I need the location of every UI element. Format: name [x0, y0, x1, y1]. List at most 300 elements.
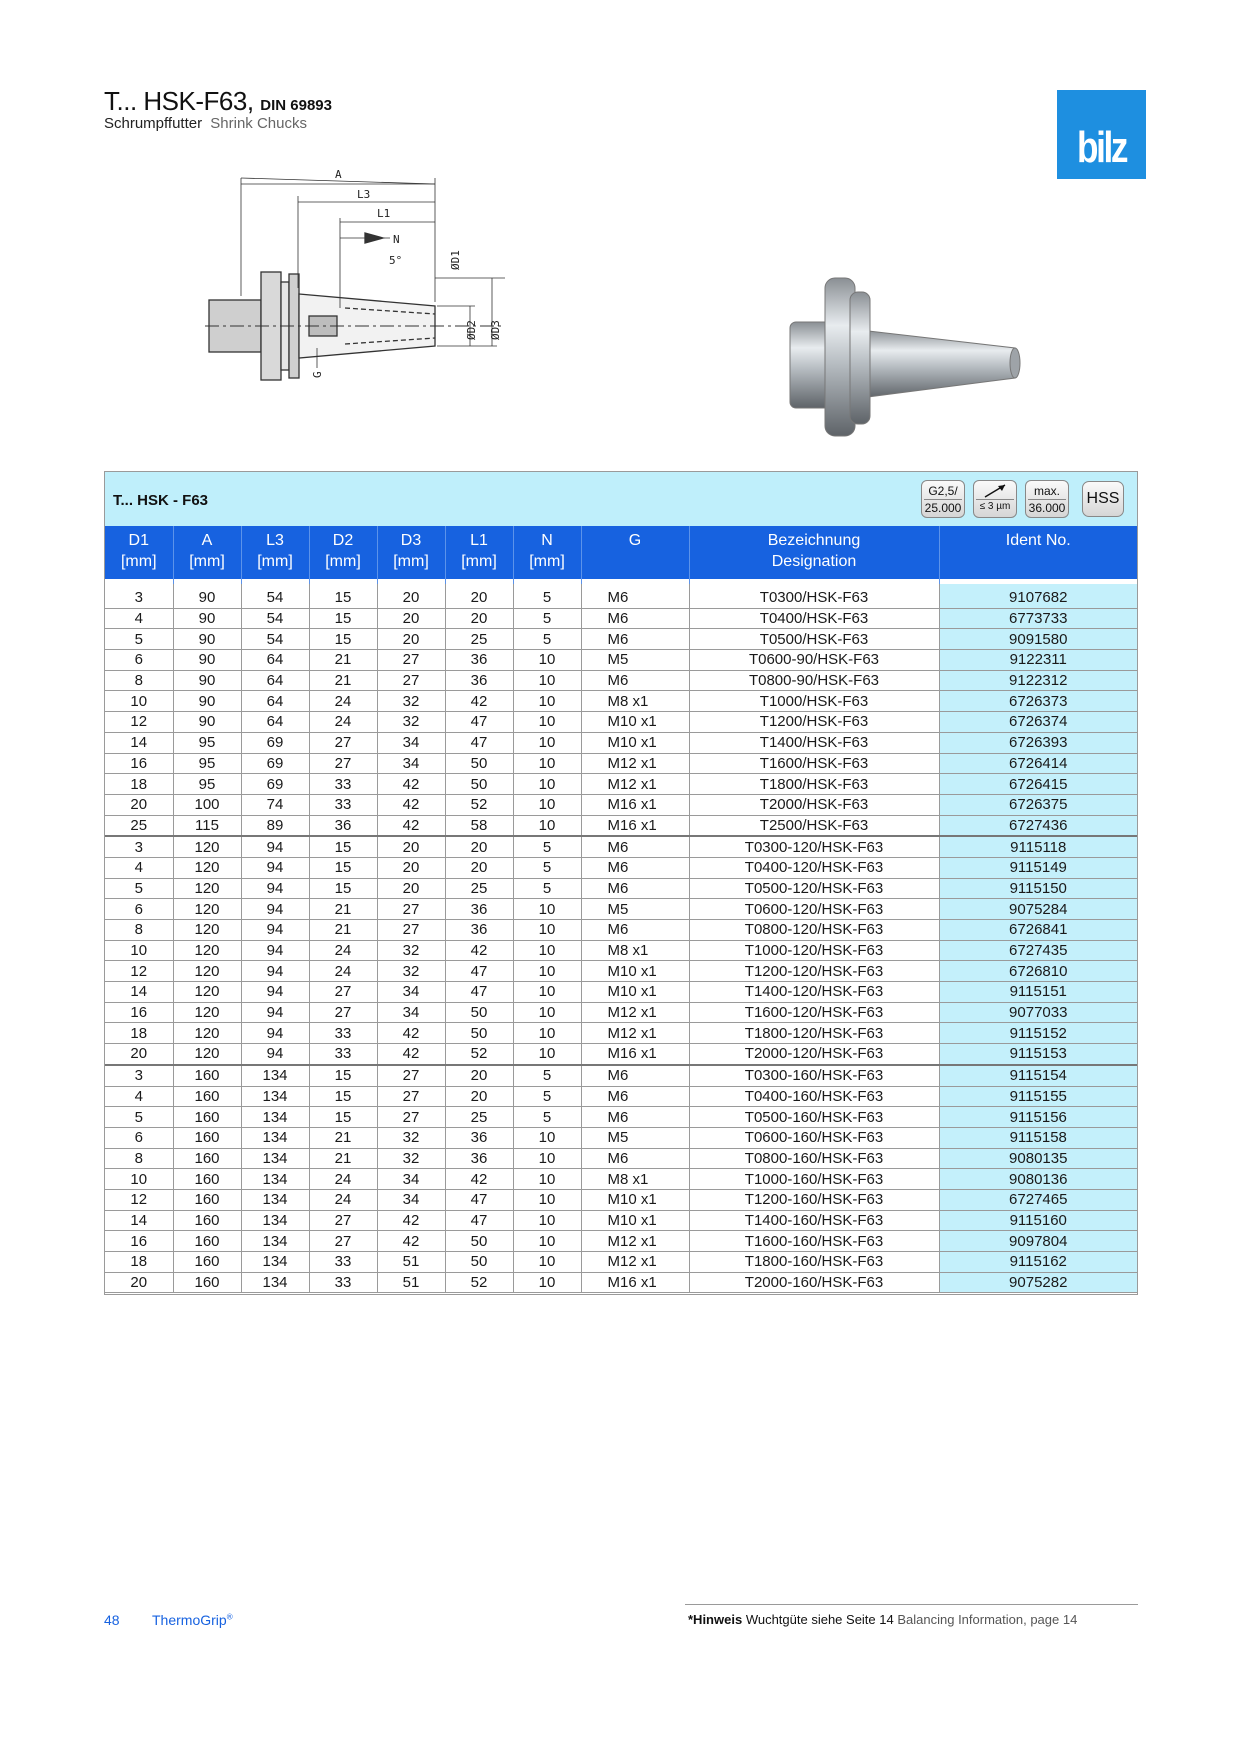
table-cell: 34 — [377, 1169, 445, 1190]
table-cell: 9107682 — [939, 584, 1137, 608]
column-header-label: Ident No. — [1005, 532, 1071, 549]
table-cell: 33 — [309, 1044, 377, 1065]
table-cell: 21 — [309, 670, 377, 691]
footer-rule — [685, 1604, 1138, 1605]
table-cell: M16 x1 — [581, 1272, 689, 1293]
column-header — [173, 526, 241, 584]
table-cell: 120 — [173, 1044, 241, 1065]
table-cell: 34 — [377, 1189, 445, 1210]
table-cell: 10 — [513, 650, 581, 671]
table-cell: 160 — [173, 1065, 241, 1086]
dim-label-g: G — [311, 371, 324, 378]
table-cell: 20 — [445, 1065, 513, 1086]
table-cell: 42 — [445, 691, 513, 712]
data-table — [105, 526, 1137, 1293]
table-cell: 5 — [513, 1086, 581, 1107]
table-cell: 33 — [309, 1023, 377, 1044]
table-row — [105, 836, 1137, 857]
table-cell: 94 — [241, 920, 309, 941]
column-header — [581, 526, 689, 584]
table-cell: 36 — [445, 920, 513, 941]
table-cell: 54 — [241, 608, 309, 629]
table-cell: M10 x1 — [581, 982, 689, 1003]
table-cell: 33 — [309, 1272, 377, 1293]
table-cell: 10 — [513, 815, 581, 836]
table-row — [105, 691, 1137, 712]
balance-grade-bottom: 25.000 — [924, 501, 962, 515]
table-cell: 6727465 — [939, 1189, 1137, 1210]
table-cell: 8 — [105, 1148, 173, 1169]
table-cell: T0600-90/HSK-F63 — [689, 650, 939, 671]
table-cell: 10 — [513, 1210, 581, 1231]
table-cell: T0400/HSK-F63 — [689, 608, 939, 629]
table-cell: 6773733 — [939, 608, 1137, 629]
table-cell: 94 — [241, 857, 309, 878]
bilz-logo — [1057, 90, 1146, 179]
table-cell: 5 — [513, 629, 581, 650]
table-row — [105, 982, 1137, 1003]
table-cell: M12 x1 — [581, 753, 689, 774]
table-cell: 27 — [377, 1107, 445, 1128]
table-cell: T0500-120/HSK-F63 — [689, 878, 939, 899]
table-cell: 14 — [105, 732, 173, 753]
table-row — [105, 878, 1137, 899]
table-cell: 50 — [445, 1252, 513, 1273]
table-cell: 9080135 — [939, 1148, 1137, 1169]
table-cell: 10 — [513, 899, 581, 920]
table-cell: 9075284 — [939, 899, 1137, 920]
table-cell: 27 — [309, 732, 377, 753]
table-cell: 90 — [173, 650, 241, 671]
table-cell: 160 — [173, 1252, 241, 1273]
table-cell: M6 — [581, 584, 689, 608]
dim-label-d2: ØD2 — [465, 320, 478, 340]
table-row — [105, 899, 1137, 920]
table-cell: 51 — [377, 1272, 445, 1293]
table-cell: 69 — [241, 774, 309, 795]
table-cell: 47 — [445, 712, 513, 733]
table-cell: 10 — [105, 940, 173, 961]
table-cell: 10 — [513, 1023, 581, 1044]
table-cell: 94 — [241, 899, 309, 920]
table-cell: M6 — [581, 857, 689, 878]
table-cell: 160 — [173, 1210, 241, 1231]
table-cell: 32 — [377, 1127, 445, 1148]
table-cell: M6 — [581, 836, 689, 857]
table-cell: 10 — [513, 1169, 581, 1190]
table-row — [105, 815, 1137, 836]
table-cell: 134 — [241, 1065, 309, 1086]
column-header — [939, 526, 1137, 584]
table-cell: 64 — [241, 670, 309, 691]
table-cell: 9115153 — [939, 1044, 1137, 1065]
table-cell: 32 — [377, 961, 445, 982]
table-cell: 12 — [105, 961, 173, 982]
column-header — [513, 526, 581, 584]
table-cell: 10 — [513, 774, 581, 795]
table-cell: 120 — [173, 836, 241, 857]
footnote — [688, 1612, 1077, 1627]
column-header — [689, 526, 939, 584]
table-cell: 27 — [377, 670, 445, 691]
table-cell: 5 — [105, 1107, 173, 1128]
column-header — [309, 526, 377, 584]
table-cell: 10 — [513, 691, 581, 712]
table-cell: 51 — [377, 1252, 445, 1273]
table-cell: T0300-120/HSK-F63 — [689, 836, 939, 857]
din-standard: DIN 69893 — [260, 97, 332, 114]
table-cell: 20 — [445, 584, 513, 608]
table-cell: 10 — [513, 794, 581, 815]
table-cell: 27 — [309, 1231, 377, 1252]
table-cell: 15 — [309, 608, 377, 629]
table-cell: 54 — [241, 629, 309, 650]
table-cell: 50 — [445, 774, 513, 795]
table-cell: T0800-120/HSK-F63 — [689, 920, 939, 941]
table-cell: T1800/HSK-F63 — [689, 774, 939, 795]
table-row — [105, 1169, 1137, 1190]
table-cell: 9115162 — [939, 1252, 1137, 1273]
table-cell: 20 — [377, 836, 445, 857]
table-cell: 58 — [445, 815, 513, 836]
column-header-unit: [mm] — [461, 553, 497, 570]
table-cell: 10 — [513, 961, 581, 982]
table-cell: 69 — [241, 753, 309, 774]
runout-value: ≤ 3 µm — [976, 499, 1014, 514]
technical-drawing — [205, 168, 585, 440]
table-cell: 27 — [309, 982, 377, 1003]
runout-badge — [973, 480, 1017, 518]
table-cell: 5 — [513, 584, 581, 608]
column-header-label: D3 — [400, 532, 422, 549]
table-header-row — [105, 526, 1137, 584]
page-title — [104, 86, 332, 117]
table-cell: 4 — [105, 1086, 173, 1107]
table-cell: 95 — [173, 753, 241, 774]
dim-label-d3: ØD3 — [489, 320, 502, 340]
table-cell: 6726841 — [939, 920, 1137, 941]
table-cell: 50 — [445, 1231, 513, 1252]
table-row — [105, 712, 1137, 733]
table-row — [105, 1107, 1137, 1128]
table-cell: 10 — [513, 732, 581, 753]
footnote-de: Wuchtgüte siehe Seite 14 — [745, 1612, 894, 1627]
table-cell: 5 — [513, 878, 581, 899]
table-row — [105, 1189, 1137, 1210]
table-cell: 9091580 — [939, 629, 1137, 650]
table-cell: 47 — [445, 1210, 513, 1231]
dim-label-l3: L3 — [357, 188, 371, 201]
table-cell: 120 — [173, 982, 241, 1003]
max-speed-top: max. — [1033, 484, 1060, 498]
column-header-unit: [mm] — [257, 553, 293, 570]
table-cell: M6 — [581, 670, 689, 691]
column-header-label: D1 — [128, 532, 149, 549]
runout-gauge-icon — [979, 483, 1011, 499]
table-cell: 5 — [513, 836, 581, 857]
table-cell: 34 — [377, 732, 445, 753]
brand-name — [152, 1612, 233, 1628]
table-cell: 16 — [105, 1231, 173, 1252]
table-cell: T2000-160/HSK-F63 — [689, 1272, 939, 1293]
table-cell: 20 — [445, 1086, 513, 1107]
table-cell: 74 — [241, 794, 309, 815]
table-cell: 15 — [309, 1065, 377, 1086]
table-cell: 20 — [377, 584, 445, 608]
table-cell: 134 — [241, 1231, 309, 1252]
table-cell: 47 — [445, 1189, 513, 1210]
dim-label-d1: ØD1 — [449, 250, 462, 270]
table-row — [105, 940, 1137, 961]
logo-text: bilz — [1076, 123, 1127, 172]
table-cell: 10 — [513, 670, 581, 691]
table-cell: T1800-160/HSK-F63 — [689, 1252, 939, 1273]
table-cell: 20 — [377, 629, 445, 650]
table-cell: T1000-160/HSK-F63 — [689, 1169, 939, 1190]
table-cell: T2000-120/HSK-F63 — [689, 1044, 939, 1065]
table-row — [105, 1065, 1137, 1086]
table-cell: 10 — [513, 1272, 581, 1293]
table-cell: 6727435 — [939, 940, 1137, 961]
table-row — [105, 1023, 1137, 1044]
table-cell: 4 — [105, 608, 173, 629]
table-cell: 36 — [445, 899, 513, 920]
table-cell: 9115150 — [939, 878, 1137, 899]
column-header — [445, 526, 513, 584]
brand-text: ThermoGrip — [152, 1612, 227, 1628]
table-cell: 42 — [377, 1044, 445, 1065]
table-cell: M6 — [581, 608, 689, 629]
table-cell: 20 — [377, 878, 445, 899]
table-cell: 134 — [241, 1086, 309, 1107]
table-row — [105, 584, 1137, 608]
table-cell: M12 x1 — [581, 1231, 689, 1252]
table-cell: 21 — [309, 1127, 377, 1148]
table-cell: 32 — [377, 940, 445, 961]
hss-badge: HSS — [1082, 481, 1124, 517]
column-header-unit: [mm] — [189, 553, 225, 570]
table-cell: 120 — [173, 1002, 241, 1023]
table-cell: 34 — [377, 1002, 445, 1023]
table-cell: 9077033 — [939, 1002, 1137, 1023]
column-header-label: L3 — [266, 532, 284, 549]
table-cell: 134 — [241, 1148, 309, 1169]
column-header-label: G — [628, 532, 642, 549]
table-cell: 120 — [173, 1023, 241, 1044]
table-row — [105, 608, 1137, 629]
table-cell: 15 — [309, 584, 377, 608]
table-cell: 8 — [105, 670, 173, 691]
column-header-label: Bezeichnung — [767, 532, 861, 549]
table-cell: T0300-160/HSK-F63 — [689, 1065, 939, 1086]
table-cell: 50 — [445, 1023, 513, 1044]
table-cell: M10 x1 — [581, 712, 689, 733]
column-header-unit: [mm] — [325, 553, 361, 570]
table-cell: 160 — [173, 1086, 241, 1107]
table-cell: T1000-120/HSK-F63 — [689, 940, 939, 961]
table-cell: 9122312 — [939, 670, 1137, 691]
table-cell: 134 — [241, 1272, 309, 1293]
table-cell: 18 — [105, 1252, 173, 1273]
table-cell: 5 — [105, 629, 173, 650]
dim-label-a: A — [335, 168, 342, 181]
table-cell: 34 — [377, 982, 445, 1003]
table-cell: 69 — [241, 732, 309, 753]
table-cell: 27 — [377, 920, 445, 941]
table-cell: 94 — [241, 940, 309, 961]
table-cell: 50 — [445, 753, 513, 774]
table-band — [105, 472, 1137, 526]
table-cell: 24 — [309, 940, 377, 961]
table-cell: 10 — [513, 712, 581, 733]
table-cell: 95 — [173, 732, 241, 753]
table-cell: 160 — [173, 1127, 241, 1148]
table-cell: 115 — [173, 815, 241, 836]
table-cell: M16 x1 — [581, 1044, 689, 1065]
table-cell: 120 — [173, 899, 241, 920]
table-cell: 20 — [445, 836, 513, 857]
table-cell: M6 — [581, 1065, 689, 1086]
table-cell: 27 — [309, 753, 377, 774]
table-cell: 42 — [445, 1169, 513, 1190]
table-cell: T0800-90/HSK-F63 — [689, 670, 939, 691]
table-cell: 10 — [513, 1002, 581, 1023]
table-cell: T0400-120/HSK-F63 — [689, 857, 939, 878]
table-cell: 47 — [445, 732, 513, 753]
table-cell: 94 — [241, 1044, 309, 1065]
product-photo — [740, 270, 1038, 440]
table-cell: 5 — [513, 857, 581, 878]
table-cell: T0500/HSK-F63 — [689, 629, 939, 650]
table-cell: 120 — [173, 857, 241, 878]
table-row — [105, 1127, 1137, 1148]
table-cell: M6 — [581, 920, 689, 941]
table-cell: 36 — [445, 670, 513, 691]
table-cell: 10 — [513, 1231, 581, 1252]
table-cell: 27 — [309, 1210, 377, 1231]
table-cell: 120 — [173, 920, 241, 941]
table-cell: 90 — [173, 608, 241, 629]
table-cell: M8 x1 — [581, 1169, 689, 1190]
table-cell: 134 — [241, 1210, 309, 1231]
table-cell: 95 — [173, 774, 241, 795]
table-row — [105, 1231, 1137, 1252]
table-cell: 10 — [513, 982, 581, 1003]
table-cell: 160 — [173, 1272, 241, 1293]
table-cell: 33 — [309, 1252, 377, 1273]
table-cell: 6726415 — [939, 774, 1137, 795]
table-cell: 50 — [445, 1002, 513, 1023]
table-cell: T1400-120/HSK-F63 — [689, 982, 939, 1003]
table-cell: 33 — [309, 794, 377, 815]
table-cell: 15 — [309, 878, 377, 899]
table-cell: 10 — [513, 753, 581, 774]
table-cell: 64 — [241, 712, 309, 733]
table-row — [105, 670, 1137, 691]
column-header — [105, 526, 173, 584]
table-cell: T1600/HSK-F63 — [689, 753, 939, 774]
table-cell: M6 — [581, 1086, 689, 1107]
table-cell: 20 — [377, 857, 445, 878]
table-cell: 20 — [105, 794, 173, 815]
table-cell: T1200-120/HSK-F63 — [689, 961, 939, 982]
table-cell: 52 — [445, 1044, 513, 1065]
table-cell: 8 — [105, 920, 173, 941]
table-cell: 5 — [513, 1107, 581, 1128]
table-cell: 10 — [105, 691, 173, 712]
page-number: 48 — [104, 1612, 120, 1628]
table-cell: 90 — [173, 691, 241, 712]
table-cell: M5 — [581, 1127, 689, 1148]
table-cell: 94 — [241, 1023, 309, 1044]
table-cell: 27 — [377, 650, 445, 671]
table-cell: M5 — [581, 650, 689, 671]
table-cell: 15 — [309, 857, 377, 878]
column-header-unit: Designation — [771, 553, 857, 570]
table-cell: 24 — [309, 1189, 377, 1210]
table-cell: 10 — [513, 1148, 581, 1169]
subtitle-de: Schrumpffutter — [104, 115, 203, 132]
table-cell: 20 — [105, 1272, 173, 1293]
table-cell: 20 — [377, 608, 445, 629]
table-cell: 134 — [241, 1127, 309, 1148]
table-cell: 94 — [241, 961, 309, 982]
table-cell: 21 — [309, 920, 377, 941]
table-cell: 52 — [445, 794, 513, 815]
table-row — [105, 1044, 1137, 1065]
table-row — [105, 1086, 1137, 1107]
table-band-label: T... HSK - F63 — [113, 492, 209, 509]
table-cell: 5 — [513, 1065, 581, 1086]
table-row — [105, 732, 1137, 753]
table-cell: 15 — [309, 629, 377, 650]
table-cell: 32 — [377, 712, 445, 733]
table-cell: 9115152 — [939, 1023, 1137, 1044]
column-header-unit: [mm] — [529, 553, 565, 570]
table-cell: T0800-160/HSK-F63 — [689, 1148, 939, 1169]
table-row — [105, 753, 1137, 774]
table-row — [105, 1148, 1137, 1169]
table-cell: 6 — [105, 1127, 173, 1148]
table-cell: 14 — [105, 1210, 173, 1231]
table-cell: 9115149 — [939, 857, 1137, 878]
table-cell: 27 — [377, 1065, 445, 1086]
table-cell: 10 — [105, 1169, 173, 1190]
table-cell: T1600-120/HSK-F63 — [689, 1002, 939, 1023]
column-header-label: A — [201, 532, 213, 549]
table-cell: 25 — [445, 878, 513, 899]
column-header — [241, 526, 309, 584]
table-cell: 12 — [105, 1189, 173, 1210]
table-cell: 21 — [309, 650, 377, 671]
table-row — [105, 1272, 1137, 1293]
table-cell: M10 x1 — [581, 961, 689, 982]
dim-label-l1: L1 — [377, 207, 391, 220]
table-cell: 3 — [105, 584, 173, 608]
table-cell: M12 x1 — [581, 774, 689, 795]
table-cell: 21 — [309, 899, 377, 920]
table-cell: 20 — [445, 608, 513, 629]
table-cell: M10 x1 — [581, 1210, 689, 1231]
table-cell: 12 — [105, 712, 173, 733]
table-cell: T1800-120/HSK-F63 — [689, 1023, 939, 1044]
table-cell: 33 — [309, 774, 377, 795]
table-cell: 160 — [173, 1148, 241, 1169]
table-cell: M6 — [581, 878, 689, 899]
table-cell: M6 — [581, 1148, 689, 1169]
table-cell: 6726374 — [939, 712, 1137, 733]
max-speed-badge — [1025, 480, 1069, 518]
